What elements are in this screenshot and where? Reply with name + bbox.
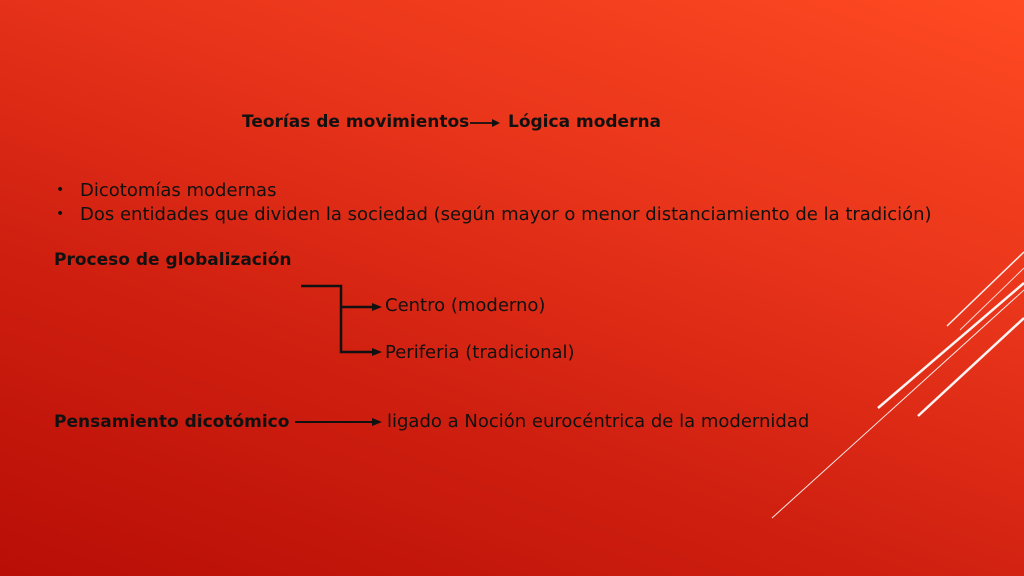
branch-periferia: Periferia (tradicional) [385,342,575,363]
process-title: Proceso de globalización [54,250,292,270]
bullet-glyph: • [56,206,65,222]
bullet-text: Dicotomías modernas [80,180,277,201]
heading-left: Teorías de movimientos [242,112,470,132]
thought-right: ligado a Noción eurocéntrica de la modernidad [387,411,810,432]
heading-right: Lógica moderna [508,112,662,132]
bullet-glyph: • [56,182,65,198]
bullet-text: Dos entidades que dividen la sociedad (según mayor o menor distanciamiento de la tradición) [80,204,932,225]
branch-centro: Centro (moderno) [385,295,546,316]
thought-left: Pensamiento dicotómico [54,412,290,432]
